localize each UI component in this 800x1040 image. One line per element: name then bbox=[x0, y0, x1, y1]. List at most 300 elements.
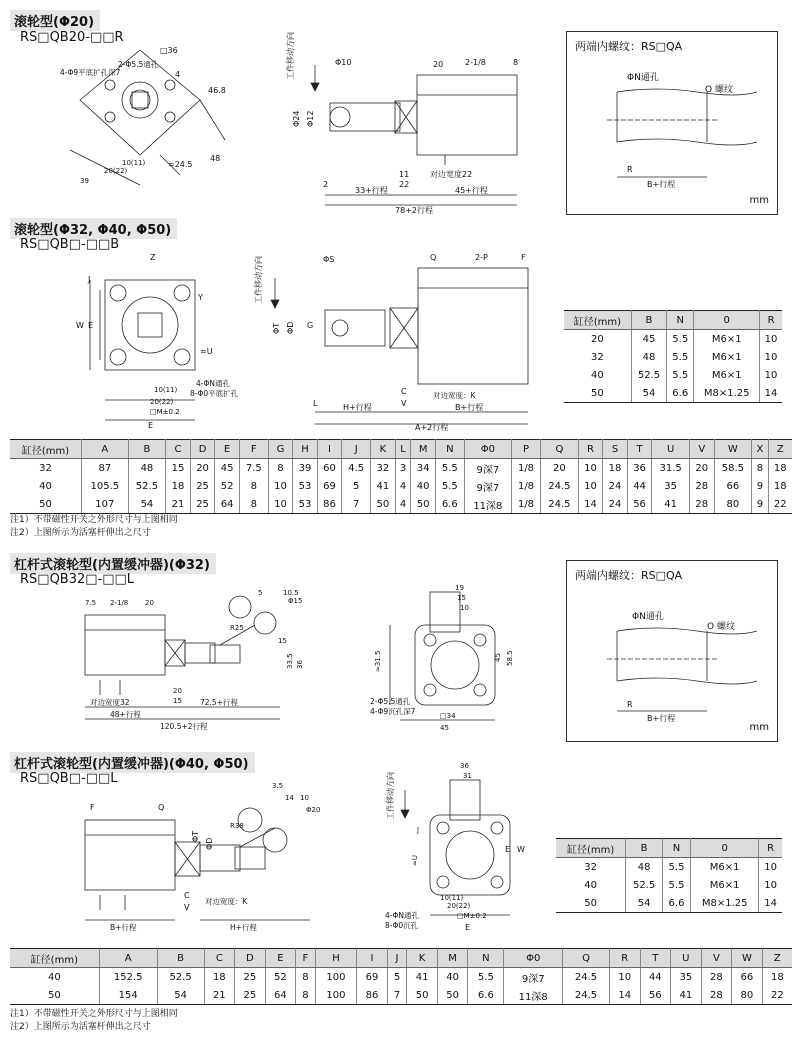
table-cell: 40 bbox=[10, 477, 82, 495]
drawing-4-side bbox=[80, 780, 340, 935]
table-cell: 50 bbox=[10, 986, 99, 1005]
table-row bbox=[564, 384, 782, 403]
table-cell: 8 bbox=[752, 459, 768, 478]
thread-box-2 bbox=[566, 560, 778, 742]
d4-phi20: Φ20 bbox=[306, 806, 321, 814]
table-header-cell: A bbox=[82, 440, 129, 459]
d2-dir: 工件移动方向 bbox=[254, 256, 263, 304]
d3f-holes2: 4-Φ9沉孔深7 bbox=[370, 707, 416, 716]
table-cell: 41 bbox=[371, 477, 396, 495]
note-1-2: 注2）上图所示为活塞杆伸出之尺寸 bbox=[10, 528, 151, 538]
d4f-d10: 10(11) bbox=[440, 894, 464, 902]
table-cell: 41 bbox=[652, 495, 690, 514]
table-cell: 5.5 bbox=[667, 330, 694, 349]
d3f-holes1: 2-Φ5.5通孔 bbox=[370, 697, 411, 706]
d1-d2: 2 bbox=[323, 180, 329, 189]
table-header-cell: N bbox=[435, 440, 464, 459]
d3-r25: R25 bbox=[230, 624, 244, 632]
table-cell: 18 bbox=[603, 459, 628, 478]
d1-d22: 22 bbox=[399, 180, 410, 189]
d2-holesO: 8-Φ0平底扩孔 bbox=[190, 389, 239, 398]
table-cell: 6.6 bbox=[468, 986, 504, 1005]
model-code-2: RS□QB□-□□B bbox=[20, 237, 120, 252]
tb1-o: O 螺纹 bbox=[705, 85, 733, 95]
table-header-cell: E bbox=[265, 949, 296, 968]
table-cell: 22 bbox=[762, 986, 792, 1005]
table-cell: 53 bbox=[293, 477, 318, 495]
table-cell: 4 bbox=[395, 495, 411, 514]
table-cell: 10 bbox=[578, 477, 603, 495]
d2-S: ΦS bbox=[323, 255, 335, 264]
note-1-1: 注1）不带磁性开关之外形尺寸与上图相同 bbox=[10, 515, 178, 525]
notes-1 bbox=[10, 514, 178, 540]
tb2-r: R bbox=[627, 700, 633, 709]
d2-af: 对边宽度：K bbox=[433, 391, 476, 400]
table-cell: 69 bbox=[317, 477, 342, 495]
table-cell: 50 bbox=[10, 495, 82, 514]
table-header-cell: B bbox=[128, 440, 166, 459]
table-cell: 86 bbox=[357, 986, 388, 1005]
table-cell: M6×1 bbox=[694, 366, 760, 384]
drawing-3-front bbox=[360, 580, 530, 735]
d2-U: ≈U bbox=[200, 347, 213, 356]
table-header-cell: 缸径(mm) bbox=[10, 440, 82, 459]
d4-10: 10 bbox=[300, 794, 309, 802]
table-header-cell: R bbox=[760, 311, 782, 330]
table-cell: 14 bbox=[610, 986, 641, 1005]
drawing-2-side bbox=[255, 248, 545, 432]
d1-phi24: Φ24 bbox=[292, 110, 301, 127]
d2-F: F bbox=[521, 253, 526, 262]
table-header-cell: M bbox=[437, 949, 468, 968]
d2-Q: Q bbox=[430, 253, 437, 262]
table-cell: 105.5 bbox=[82, 477, 129, 495]
table-header-cell: K bbox=[371, 440, 396, 459]
table-header-cell: D bbox=[235, 949, 266, 968]
d1-d10: 10(11) bbox=[122, 159, 146, 167]
d3-120_5: 120.5+2行程 bbox=[160, 722, 208, 731]
table-header-row bbox=[10, 949, 792, 968]
d3-15: 15 bbox=[278, 637, 287, 645]
d3f-45: 45 bbox=[494, 653, 502, 662]
d1-d78: 78+2行程 bbox=[395, 206, 433, 215]
table-1 bbox=[564, 310, 782, 403]
table-header-cell: Z bbox=[768, 440, 792, 459]
d4f-31: 31 bbox=[463, 772, 472, 780]
table-row bbox=[564, 348, 782, 366]
table-header-cell: M bbox=[411, 440, 436, 459]
table-cell: 54 bbox=[631, 384, 666, 403]
table-header-cell: R bbox=[610, 949, 641, 968]
table-cell: 28 bbox=[690, 495, 715, 514]
d4-T: ΦT bbox=[191, 830, 200, 842]
d2-T: ΦT bbox=[272, 322, 281, 334]
table-cell: 48 bbox=[128, 459, 166, 478]
table-header-cell: F bbox=[239, 440, 268, 459]
d4-D: ΦD bbox=[205, 837, 214, 850]
d4-R: R38 bbox=[230, 822, 244, 830]
table-cell: 5 bbox=[342, 477, 371, 495]
table-cell: 40 bbox=[411, 477, 436, 495]
d1-d20: 20(22) bbox=[104, 167, 128, 175]
table-row bbox=[556, 858, 782, 877]
d2-D: ΦD bbox=[286, 321, 295, 334]
note-2-1: 注1）不带磁性开关之外形尺寸与上图相同 bbox=[10, 1009, 178, 1019]
table-cell: 66 bbox=[732, 968, 763, 987]
d1-d48: 48 bbox=[210, 154, 221, 163]
table-cell: 154 bbox=[99, 986, 157, 1005]
table-row bbox=[10, 986, 792, 1005]
d2-Z: Z bbox=[150, 253, 156, 262]
table-row bbox=[10, 459, 792, 478]
table-cell: 35 bbox=[652, 477, 690, 495]
note-2-2: 注2）上图所示为活塞杆伸出之尺寸 bbox=[10, 1022, 151, 1032]
d1-holes1: 2-Φ5.5通孔 bbox=[118, 60, 159, 69]
table-header-cell: F bbox=[296, 949, 316, 968]
table-cell: 60 bbox=[317, 459, 342, 478]
table-cell: 10 bbox=[759, 876, 782, 894]
table-header-cell: V bbox=[701, 949, 732, 968]
table-cell: 40 bbox=[556, 876, 626, 894]
d2-H: H+行程 bbox=[343, 403, 372, 412]
table-cell: 6.6 bbox=[662, 894, 690, 913]
d3f-15: 15 bbox=[457, 594, 466, 602]
d1-af: 对边宽度22 bbox=[430, 170, 473, 179]
table-cell: 54 bbox=[157, 986, 204, 1005]
table-cell: 56 bbox=[640, 986, 671, 1005]
table-cell: 10 bbox=[759, 858, 782, 877]
table-cell: 50 bbox=[411, 495, 436, 514]
table-header-cell: N bbox=[667, 311, 694, 330]
table-cell: 7 bbox=[387, 986, 407, 1005]
table-cell: 52.5 bbox=[626, 876, 663, 894]
table-header-cell: W bbox=[714, 440, 752, 459]
d1-d4: 4 bbox=[175, 70, 181, 79]
table-cell: M6×1 bbox=[694, 330, 760, 349]
table-cell: 35 bbox=[671, 968, 702, 987]
table-cell: 32 bbox=[10, 459, 82, 478]
table-header-cell: K bbox=[407, 949, 438, 968]
table-cell: 69 bbox=[357, 968, 388, 987]
table-header-cell: C bbox=[204, 949, 235, 968]
table-cell: 20 bbox=[190, 459, 215, 478]
table-header-cell: 缸径(mm) bbox=[556, 839, 626, 858]
table-cell: 10 bbox=[578, 459, 603, 478]
d1-d46: 46.8 bbox=[208, 86, 226, 95]
table-cell: 3 bbox=[395, 459, 411, 478]
table-cell: 48 bbox=[631, 348, 666, 366]
model-code-1: RS□QB20-□□R bbox=[20, 30, 124, 45]
table-cell: 5.5 bbox=[468, 968, 504, 987]
table-header-cell: B bbox=[157, 949, 204, 968]
table-header-cell: C bbox=[166, 440, 191, 459]
table-cell: 41 bbox=[671, 986, 702, 1005]
d1-dir: 工件移动方向 bbox=[286, 32, 295, 80]
table-cell: 22 bbox=[768, 495, 792, 514]
table-cell: 1/8 bbox=[511, 477, 540, 495]
table-cell: 24.5 bbox=[563, 968, 610, 987]
table-cell: 9 bbox=[752, 495, 768, 514]
table-cell: 20 bbox=[564, 330, 631, 349]
table-header-cell: L bbox=[395, 440, 411, 459]
table-cell: 20 bbox=[690, 459, 715, 478]
table-cell: 14 bbox=[759, 894, 782, 913]
table-header-cell: R bbox=[578, 440, 603, 459]
d1-d11: 11 bbox=[399, 170, 410, 179]
drawing-1-front bbox=[60, 45, 240, 190]
d2-J: J bbox=[88, 275, 91, 284]
table-2 bbox=[10, 439, 792, 514]
table-cell: 9 bbox=[752, 477, 768, 495]
table-header-cell: T bbox=[640, 949, 671, 968]
table-cell: 21 bbox=[166, 495, 191, 514]
model-code-4: RS□QB□-□□L bbox=[20, 771, 118, 786]
table-cell: 21 bbox=[204, 986, 235, 1005]
table-header-cell: S bbox=[603, 440, 628, 459]
d4-14: 14 bbox=[285, 794, 294, 802]
table-cell: 66 bbox=[714, 477, 752, 495]
d2-W: W bbox=[76, 321, 84, 330]
table-cell: 80 bbox=[714, 495, 752, 514]
d4f-M: □M±0.2 bbox=[457, 912, 487, 920]
table-cell: 50 bbox=[437, 986, 468, 1005]
table-cell: M6×1 bbox=[691, 876, 759, 894]
table-header-cell: 缸径(mm) bbox=[564, 311, 631, 330]
table-cell: 25 bbox=[190, 495, 215, 514]
d2-C: C bbox=[401, 387, 407, 396]
table-cell: 9深7 bbox=[464, 477, 511, 495]
table-cell: 80 bbox=[732, 986, 763, 1005]
d1-d24: ≈24.5 bbox=[168, 160, 193, 169]
table-3 bbox=[556, 838, 782, 913]
tb2-o: O 螺纹 bbox=[707, 622, 735, 632]
table-header-cell: J bbox=[387, 949, 407, 968]
table-cell: 53 bbox=[293, 495, 318, 514]
table-cell: 10 bbox=[760, 348, 782, 366]
table-header-cell: P bbox=[511, 440, 540, 459]
table-cell: 6.6 bbox=[667, 384, 694, 403]
d3f-31_5: ≈31.5 bbox=[374, 650, 382, 672]
table-cell: 8 bbox=[268, 459, 293, 478]
tb1-b: B+行程 bbox=[647, 180, 676, 189]
d2-holesN: 4-ΦN通孔 bbox=[196, 379, 230, 388]
d3-20b: 20 bbox=[173, 687, 182, 695]
table-cell: 18 bbox=[204, 968, 235, 987]
d3-phi15: Φ15 bbox=[288, 597, 303, 605]
table-cell: 152.5 bbox=[99, 968, 157, 987]
table-cell: 36 bbox=[627, 459, 652, 478]
section-title-3: 杠杆式滚轮型(内置缓冲器)(Φ32) bbox=[10, 553, 216, 574]
table-header-cell: Φ0 bbox=[464, 440, 511, 459]
table-cell: 31.5 bbox=[652, 459, 690, 478]
table-row bbox=[10, 968, 792, 987]
table-cell: 6.6 bbox=[435, 495, 464, 514]
d3-15b: 15 bbox=[173, 697, 182, 705]
table-header-cell: Z bbox=[762, 949, 792, 968]
d1-phi12: Φ12 bbox=[306, 110, 315, 127]
table-header-cell: 0 bbox=[694, 311, 760, 330]
d3f-10: 10 bbox=[460, 604, 469, 612]
table-cell: 52.5 bbox=[631, 366, 666, 384]
drawing-4-front bbox=[385, 760, 545, 935]
table-cell: 86 bbox=[317, 495, 342, 514]
table-cell: 11深8 bbox=[504, 986, 563, 1005]
d4-V: V bbox=[184, 903, 190, 912]
table-cell: 48 bbox=[626, 858, 663, 877]
table-cell: 5.5 bbox=[667, 348, 694, 366]
table-cell: 14 bbox=[760, 384, 782, 403]
d1-port: 2-1/8 bbox=[465, 58, 486, 67]
table-header-cell: U bbox=[652, 440, 690, 459]
table-cell: M8×1.25 bbox=[691, 894, 759, 913]
d2-G: G bbox=[307, 321, 314, 330]
d2-Ebot: E bbox=[148, 421, 154, 430]
table-header-row bbox=[10, 440, 792, 459]
d3-af: 对边宽度32 bbox=[90, 698, 130, 707]
table-cell: 50 bbox=[564, 384, 631, 403]
d3f-19: 19 bbox=[455, 584, 464, 592]
d2-Y: Y bbox=[198, 293, 203, 302]
table-cell: 64 bbox=[215, 495, 240, 514]
table-cell: 24.5 bbox=[563, 986, 610, 1005]
table-header-cell: A bbox=[99, 949, 157, 968]
d3-10_5: 10.5 bbox=[283, 589, 299, 597]
d2-P: 2-P bbox=[475, 253, 488, 262]
notes-2 bbox=[10, 1008, 178, 1034]
table-cell: 5.5 bbox=[435, 477, 464, 495]
d3-20: 20 bbox=[145, 599, 154, 607]
drawing-2-front bbox=[70, 250, 250, 430]
tb2-n: ΦN通孔 bbox=[632, 612, 664, 622]
table-header-cell: 0 bbox=[691, 839, 759, 858]
table-row bbox=[556, 894, 782, 913]
table-cell: 87 bbox=[82, 459, 129, 478]
d4f-holesN: 4-ΦN通孔 bbox=[385, 911, 419, 920]
d2-V: V bbox=[401, 399, 407, 408]
table-row bbox=[10, 477, 792, 495]
table-cell: 34 bbox=[411, 459, 436, 478]
table-cell: 1/8 bbox=[511, 459, 540, 478]
d3f-sq34: □34 bbox=[440, 712, 456, 720]
table-cell: 64 bbox=[265, 986, 296, 1005]
d2-B: B+行程 bbox=[455, 403, 484, 412]
table-cell: 52 bbox=[265, 968, 296, 987]
drawing-3-side bbox=[80, 585, 325, 735]
d1-sq36: □36 bbox=[160, 46, 178, 55]
table-cell: 25 bbox=[235, 986, 266, 1005]
d2-d20: 20(22) bbox=[150, 398, 174, 406]
section-title-4: 杠杆式滚轮型(内置缓冲器)(Φ40, Φ50) bbox=[10, 752, 255, 773]
table-header-cell: U bbox=[671, 949, 702, 968]
tb1-n: ΦN通孔 bbox=[627, 73, 659, 83]
table-row bbox=[564, 366, 782, 384]
table-cell: 32 bbox=[564, 348, 631, 366]
table-cell: 39 bbox=[293, 459, 318, 478]
d1-d39: 39 bbox=[80, 177, 89, 185]
table-cell: 28 bbox=[701, 986, 732, 1005]
d3-33_5: 33.5 bbox=[286, 653, 294, 669]
tb2-b: B+行程 bbox=[647, 714, 676, 723]
table-cell: 24 bbox=[603, 477, 628, 495]
table-cell: 28 bbox=[701, 968, 732, 987]
table-header-cell: H bbox=[315, 949, 356, 968]
d3-72_5: 72.5+行程 bbox=[200, 698, 238, 707]
table-cell: 44 bbox=[627, 477, 652, 495]
table-cell: 56 bbox=[627, 495, 652, 514]
table-cell: 32 bbox=[556, 858, 626, 877]
table-cell: 40 bbox=[10, 968, 99, 987]
d4f-U: ≈U bbox=[411, 855, 419, 866]
table-cell: 32 bbox=[371, 459, 396, 478]
table-cell: 41 bbox=[407, 968, 438, 987]
table-cell: 54 bbox=[128, 495, 166, 514]
table-header-cell: B bbox=[626, 839, 663, 858]
table-cell: 24.5 bbox=[541, 477, 579, 495]
table-cell: M6×1 bbox=[691, 858, 759, 877]
table-cell: 24 bbox=[603, 495, 628, 514]
table-cell: 9深7 bbox=[464, 459, 511, 478]
d4-H: H+行程 bbox=[230, 923, 257, 932]
table-header-cell: I bbox=[317, 440, 342, 459]
table-header-cell: Φ0 bbox=[504, 949, 563, 968]
table-cell: 5.5 bbox=[662, 858, 690, 877]
d1-d45: 45+行程 bbox=[455, 186, 488, 195]
table-cell: 8 bbox=[239, 477, 268, 495]
table-cell: 18 bbox=[768, 477, 792, 495]
table-header-cell: D bbox=[190, 440, 215, 459]
table-header-cell: R bbox=[759, 839, 782, 858]
table-cell: 10 bbox=[760, 330, 782, 349]
d4-3_5: 3.5 bbox=[272, 782, 284, 790]
d2-L: L bbox=[313, 399, 318, 408]
table-header-cell: G bbox=[268, 440, 293, 459]
thread-box-1 bbox=[566, 31, 778, 215]
table-cell: 7.5 bbox=[239, 459, 268, 478]
thread-box-2-unit: mm bbox=[749, 722, 769, 733]
table-header-cell: X bbox=[752, 440, 768, 459]
table-cell: 40 bbox=[437, 968, 468, 987]
table-cell: 10 bbox=[760, 366, 782, 384]
table-cell: 10 bbox=[268, 495, 293, 514]
d3-5: 5 bbox=[258, 589, 263, 597]
d1-phi10: Φ10 bbox=[335, 58, 352, 67]
table-cell: 100 bbox=[315, 986, 356, 1005]
table-cell: 7 bbox=[342, 495, 371, 514]
table-cell: 18 bbox=[166, 477, 191, 495]
table-header-cell: T bbox=[627, 440, 652, 459]
d1-d33: 33+行程 bbox=[355, 186, 388, 195]
table-header-cell: H bbox=[293, 440, 318, 459]
d4-Q: Q bbox=[158, 803, 165, 812]
table-header-cell: 缸径(mm) bbox=[10, 949, 99, 968]
thread-box-1-unit: mm bbox=[749, 195, 769, 206]
table-4 bbox=[10, 948, 792, 1005]
d4f-holesO: 8-Φ0沉孔 bbox=[385, 921, 419, 930]
table-cell: 52 bbox=[215, 477, 240, 495]
table-cell: 44 bbox=[640, 968, 671, 987]
table-cell: 10 bbox=[610, 968, 641, 987]
d2-d10: 10(11) bbox=[154, 386, 178, 394]
d3f-45b: 45 bbox=[440, 724, 449, 732]
table-cell: 5.5 bbox=[662, 876, 690, 894]
table-cell: 58.5 bbox=[714, 459, 752, 478]
thread-box-1-title: 两端内螺纹：RS□QA bbox=[575, 40, 683, 53]
table-header-cell: N bbox=[662, 839, 690, 858]
table-cell: M8×1.25 bbox=[694, 384, 760, 403]
table-header-cell: W bbox=[732, 949, 763, 968]
d4-F: F bbox=[90, 803, 95, 812]
d4f-Ebot: E bbox=[465, 923, 471, 932]
